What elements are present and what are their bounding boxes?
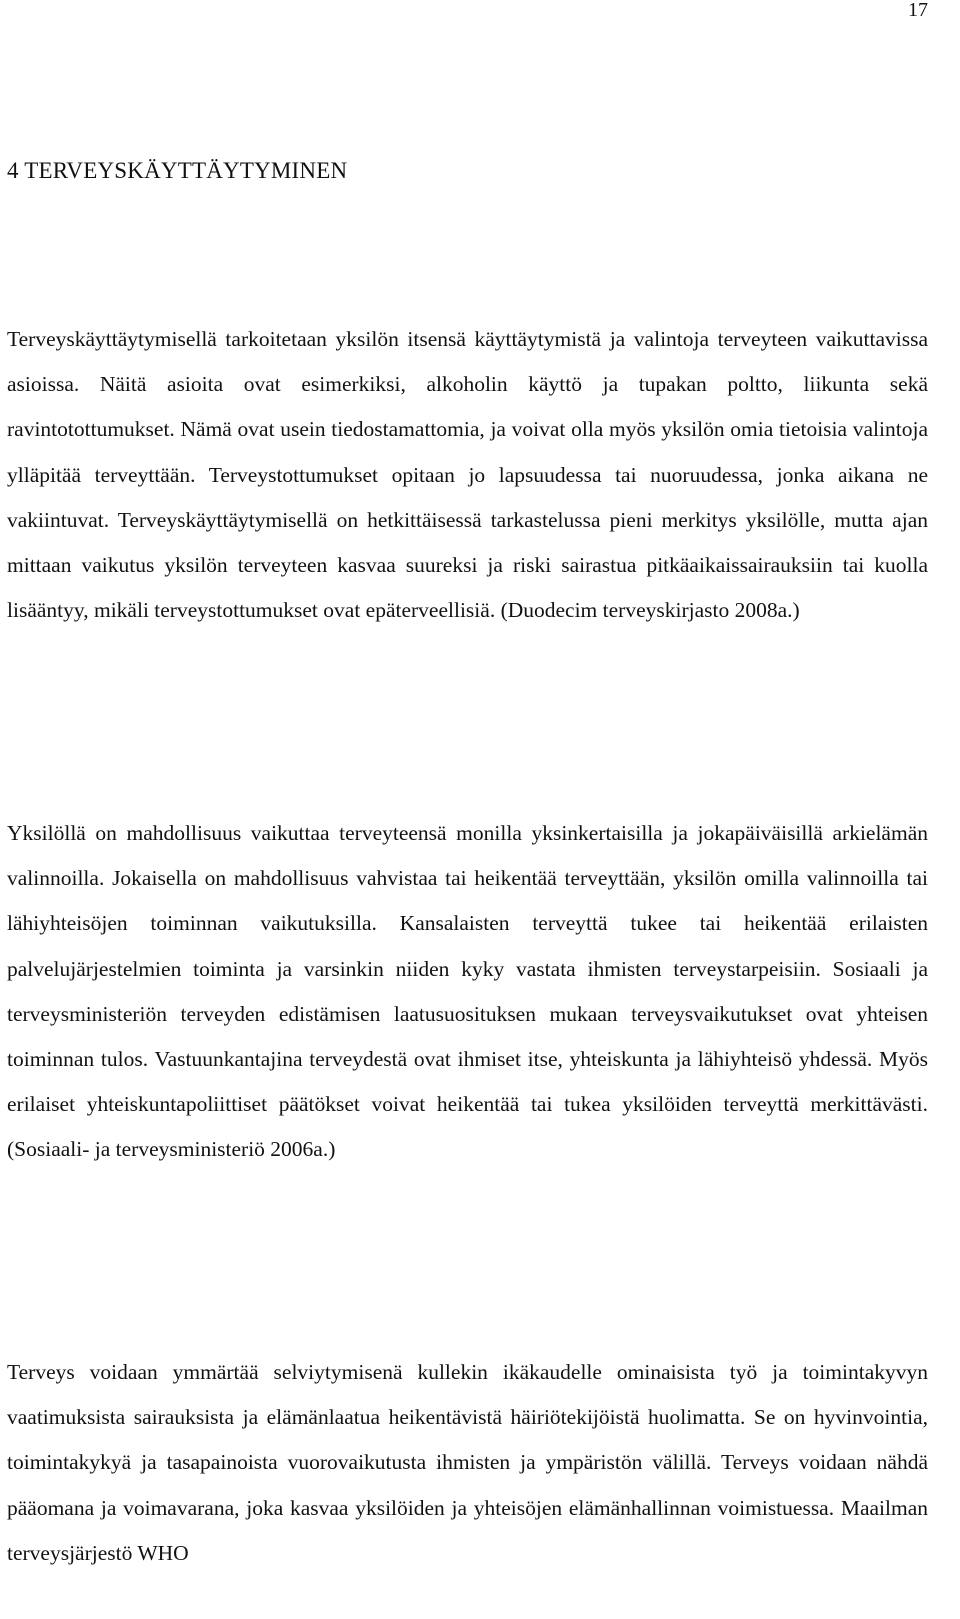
page-number: 17 <box>908 0 928 21</box>
paragraph-health-definition: Terveys voidaan ymmärtää selviytymisenä kullekin ikäkaudelle ominaisista työ ja toimintakyvyn vaatimuksista sairauksista ja elämänlaatua heikentävistä häiriötekijöistä huolimatta. Se on hyvinvointia, toimintakykyä ja tasapainoista vuorovaikutusta ihmisten ja ympäristön välillä. Terveys voidaan nähdä pääomana ja voimavarana, joka kasvaa yksilöiden ja yhteisöjen elämänhallinnan voimistuessa. Maailman terveysjärjestö WHO <box>7 1360 928 1565</box>
paragraph-health-behaviour: Terveyskäyttäytymisellä tarkoitetaan yksilön itsensä käyttäytymistä ja valintoja terveyteen vaikuttavissa asioissa. Näitä asioita ovat esimerkiksi, alkoholin käyttö ja tupakan poltto, liikunta sekä ravintotottumukset. Nämä ovat usein tiedostamattomia, ja voivat olla myös yksilön omia tietoisia valintoja ylläpitää terveyttään. Terveystottumukset opitaan jo lapsuudessa tai nuoruudessa, jonka aikana ne vakiintuvat. Terveyskäyttäytymisellä on hetkittäisessä tarkastelussa pieni merkitys yksilölle, mutta ajan mittaan vaikutus yksilön terveyteen kasvaa suureksi ja riski sairastua pitkäaikaissairauksiin tai kuolla lisääntyy, mikäli terveystottumukset ovat epäterveellisiä. (Duodecim terveyskirjasto 2008a.) <box>7 327 928 623</box>
paragraph-individual-choices: Yksilöllä on mahdollisuus vaikuttaa terveyteensä monilla yksinkertaisilla ja jokapäiväisillä arkielämän valinnoilla. Jokaisella on mahdollisuus vahvistaa tai heikentää terveyttään, yksilön omilla valinnoilla tai lähiyhteisöjen toiminnan vaikutuksilla. Kansalaisten terveyttä tukee tai heikentää erilaisten palvelujärjestelmien toiminta ja varsinkin niiden kyky vastata ihmisten terveystarpeisiin. Sosiaali ja terveysministeriön terveyden edistämisen laatusuosituksen mukaan terveysvaikutukset ovat yhteisen toiminnan tulos. Vastuunkantajina terveydestä ovat ihmiset itse, yhteiskunta ja lähiyhteisö yhdessä. Myös erilaiset yhteiskuntapoliittiset päätökset voivat heikentää tai tukea yksilöiden terveyttä merkittävästi. (Sosiaali- ja terveysministeriö 2006a.) <box>7 821 928 1162</box>
chapter-heading: 4 TERVEYSKÄYTTÄYTYMINEN <box>7 158 348 183</box>
